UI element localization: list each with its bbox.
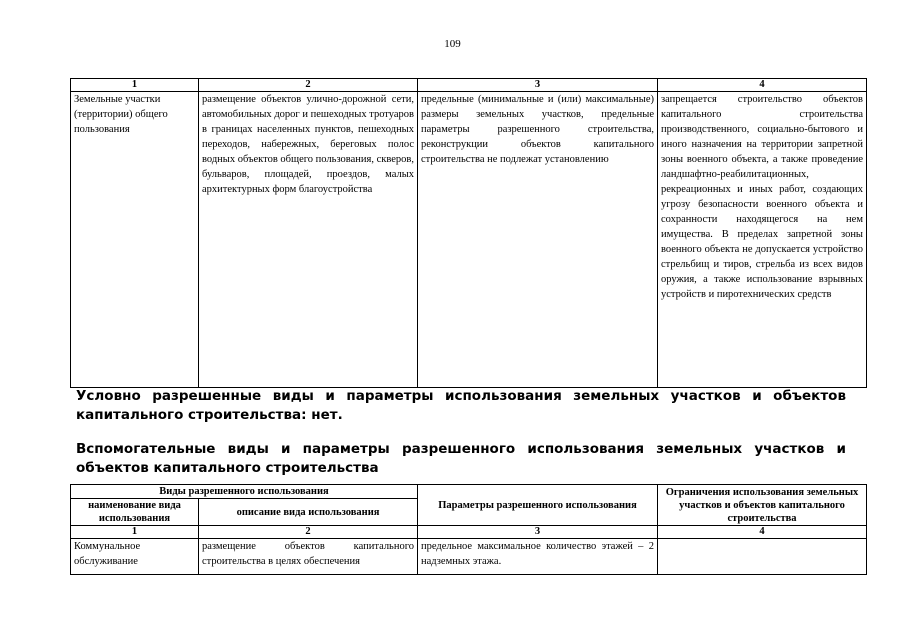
table-number-row — [71, 526, 867, 539]
table-row — [71, 539, 867, 575]
column-number: 1 — [71, 526, 199, 539]
auxiliary-uses-heading: Вспомогательные виды и параметры разрешенного использования земельных участков и объектов капитального строительства — [76, 441, 846, 476]
column-number: 3 — [418, 526, 658, 539]
table-header-row — [71, 485, 867, 499]
use-type-description: размещение объектов улично-дорожной сети, автомобильных дорог и пешеходных тротуаров в границах населенных пунктов, пешеходных переходов, набережных, береговых полос водных объектов общего пользования, скверов, бульваров, площадей, проездов, малых архитектурных форм благоустройства — [199, 92, 418, 388]
conditional-uses-heading: Условно разрешенные виды и параметры использования земельных участков и объектов капитального строительства: нет. — [76, 388, 846, 423]
column-number: 3 — [418, 79, 658, 92]
use-description-subheader: описание вида использования — [199, 499, 418, 526]
use-restrictions — [658, 539, 867, 575]
parameters-header: Параметры разрешенного использования — [418, 485, 658, 526]
table-row — [71, 92, 867, 388]
restrictions-header: Ограничения использования земельных участков и объектов капитального строительства — [658, 485, 867, 526]
page-number: 109 — [444, 38, 461, 50]
use-type-description: размещение объектов капитального строительства в целях обеспечения — [199, 539, 418, 575]
use-parameters: предельное максимальное количество этажей – 2 надземных этажа. — [418, 539, 658, 575]
land-use-table — [70, 78, 867, 388]
column-number: 4 — [658, 79, 867, 92]
use-types-group-header: Виды разрешенного использования — [71, 485, 418, 499]
column-number: 2 — [199, 526, 418, 539]
column-number: 2 — [199, 79, 418, 92]
table-header-row — [71, 79, 867, 92]
auxiliary-uses-table — [70, 484, 867, 575]
use-type-name: Земельные участки (территории) общего пользования — [71, 92, 199, 388]
use-restrictions: запрещается строительство объектов капитального строительства производственного, социально-бытового и иного назначения на территории запретной зоны военного объекта, а также проведение ландшафтно-реабилитационных, рекреационных и иных работ, создающих угрозу безопасности военного объекта и сохранности находящегося на нем имущества. В пределах запретной зоны военного объекта не допускается устройство стрельбищ и тиров, стрельба из всех видов оружия, а также использование взрывных устройств и пиротехнических средств — [658, 92, 867, 388]
column-number: 1 — [71, 79, 199, 92]
use-name-subheader: наименование вида использования — [71, 499, 199, 526]
use-type-name: Коммунальное обслуживание — [71, 539, 199, 575]
column-number: 4 — [658, 526, 867, 539]
use-parameters: предельные (минимальные и (или) максимальные) размеры земельных участков, предельные параметры разрешенного строительства, реконструкции объектов капитального строительства не подлежат установлению — [418, 92, 658, 388]
